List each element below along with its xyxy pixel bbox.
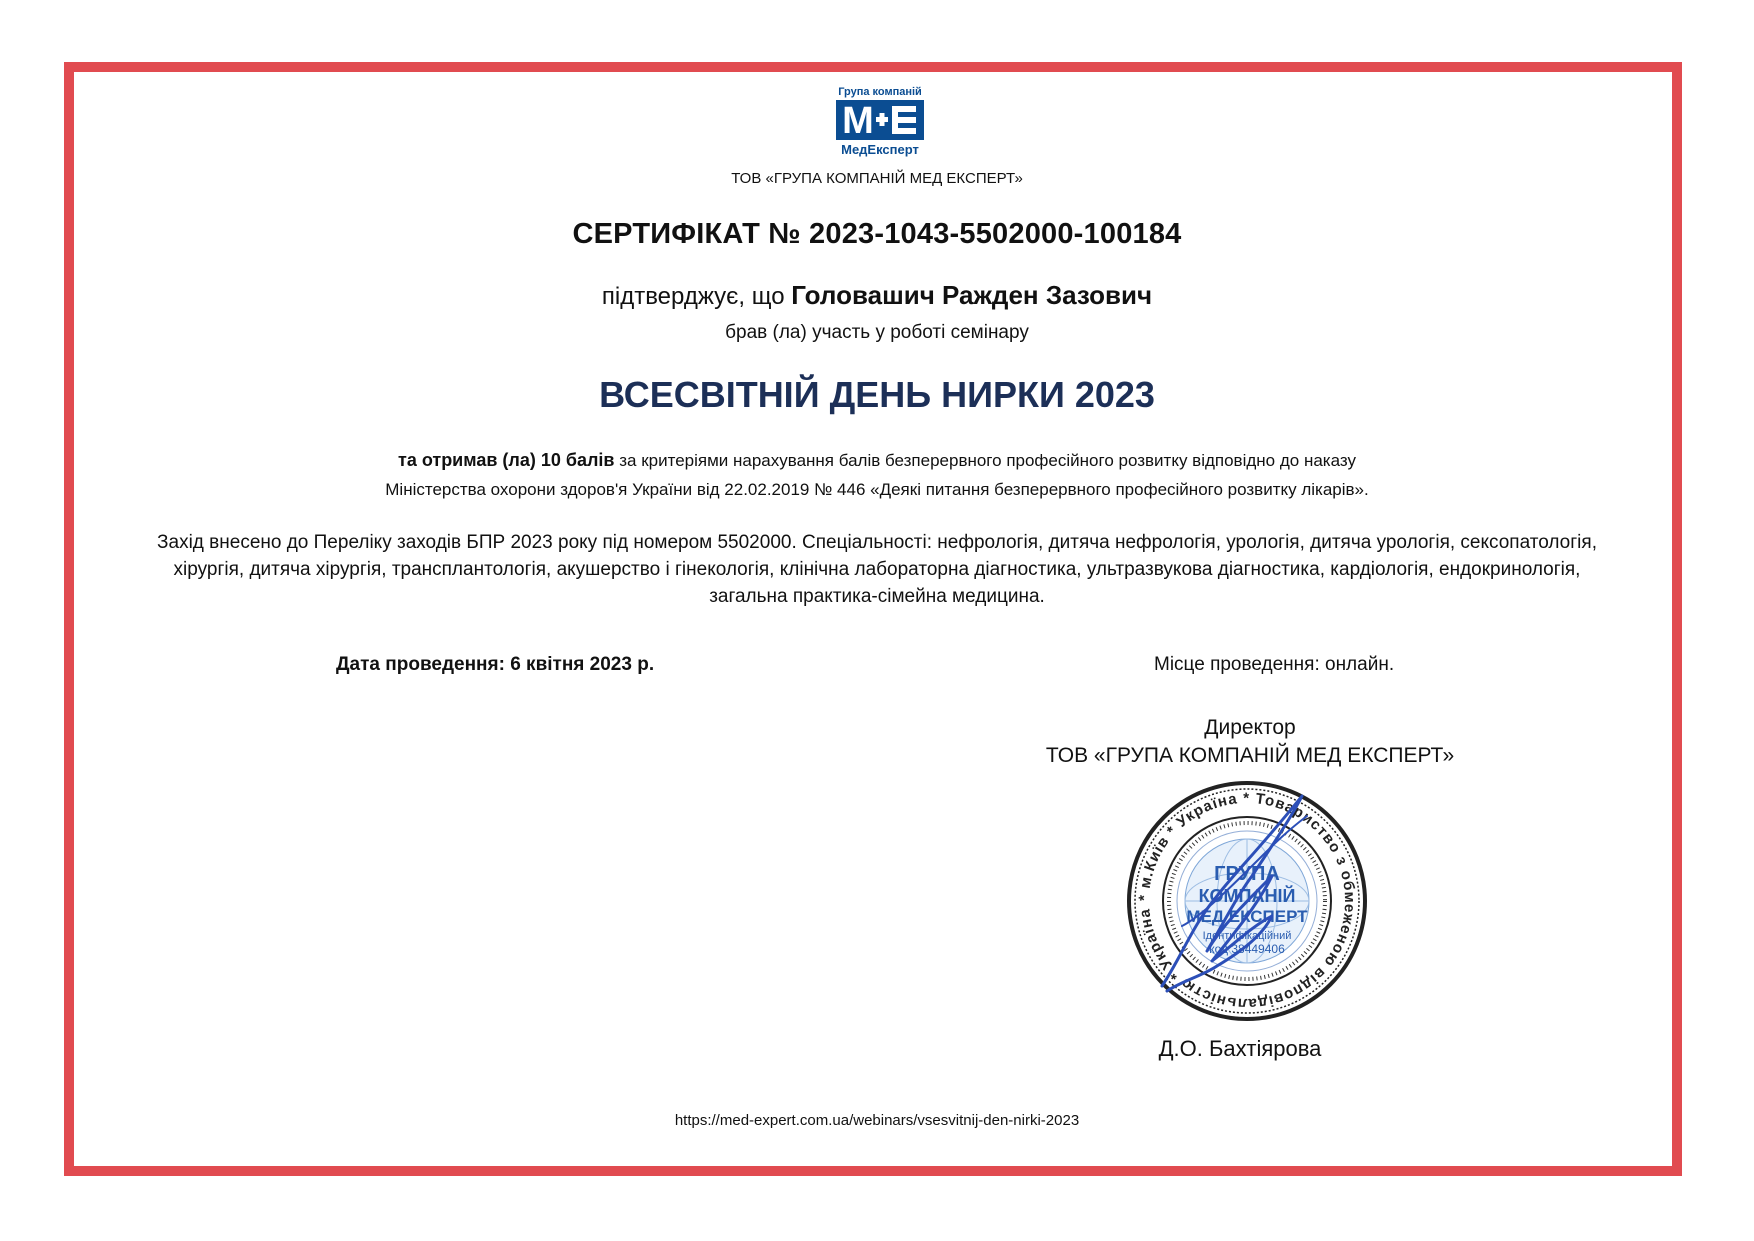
company-logo — [834, 86, 926, 156]
confirm-prefix: підтверджує, що — [601, 283, 785, 310]
logo-top-text: Група компаній — [838, 86, 922, 98]
logo-bottom-text: МедЕксперт — [841, 142, 919, 157]
director-organization: ТОВ «ГРУПА КОМПАНІЙ МЕД ЕКСПЕРТ» — [1045, 744, 1455, 767]
points-line-2: Міністерства охорони здоров'я України від 22.02.2019 № 446 «Деякі питання безперервного професійного розвитку лікарів». — [385, 480, 1369, 499]
event-title: ВСЕСВІТНІЙ ДЕНЬ НИРКИ 2023 — [599, 374, 1155, 415]
event-listing: Захід внесено до Переліку заходів БПР 2023 року під номером 5502000. Спеціальності: нефрологія, дитяча нефрологія, урологія, дитяча урологія, сексопатологія, хірургія, дитяча хірургія, трансплантологія, акушерство і гінекологія, клінічна лабораторна діагностика, ультразвукова діагностика, кардіологія, ендокринологія, загальна практика-сімейна медицина. — [157, 532, 1597, 607]
event-date: Дата проведення: 6 квітня 2023 р. — [336, 654, 655, 675]
points-line-1 — [0, 450, 1754, 471]
logo-mark-icon — [836, 100, 924, 140]
person-name: Головашич Ражден Зазович — [791, 280, 1153, 310]
stamp-id-label: Ідентифікаційний — [1202, 930, 1292, 942]
points-rest: за критеріями нарахування балів безперервного професійного розвитку відповідно до наказу — [619, 451, 1356, 470]
certificate-title: СЕРТИФІКАТ № 2023-1043-5502000-100184 — [572, 218, 1182, 250]
stamp-ring-text: * м.Київ * Україна * Товариство з обмеженою відповідальністю * Україна — [1135, 789, 1359, 1013]
participation-text: брав (ла) участь у роботі семінару — [725, 322, 1029, 343]
webinar-url: https://med-expert.com.ua/webinars/vsesvitnij-den-nirki-2023 — [674, 1112, 1080, 1129]
company-name: ТОВ «ГРУПА КОМПАНІЙ МЕД ЕКСПЕРТ» — [731, 170, 1023, 187]
director-title: Директор — [1204, 716, 1296, 739]
signer-name: Д.О. Бахтіярова — [1158, 1036, 1322, 1061]
logo-mark-m: М — [842, 100, 874, 140]
stamp-center-line-3: МЕД ЕКСПЕРТ — [1186, 907, 1308, 926]
stamp-id-code: код 38449406 — [1209, 942, 1285, 956]
points-bold: та отримав (ла) 10 балів — [398, 450, 615, 470]
confirm-line — [0, 280, 1754, 311]
stamp-center-line-2: КОМПАНІЙ — [1198, 886, 1296, 906]
stamp-center-line-1: ГРУПА — [1214, 863, 1280, 885]
event-place: Місце проведення: онлайн. — [1154, 654, 1395, 675]
company-stamp — [1122, 776, 1372, 1026]
